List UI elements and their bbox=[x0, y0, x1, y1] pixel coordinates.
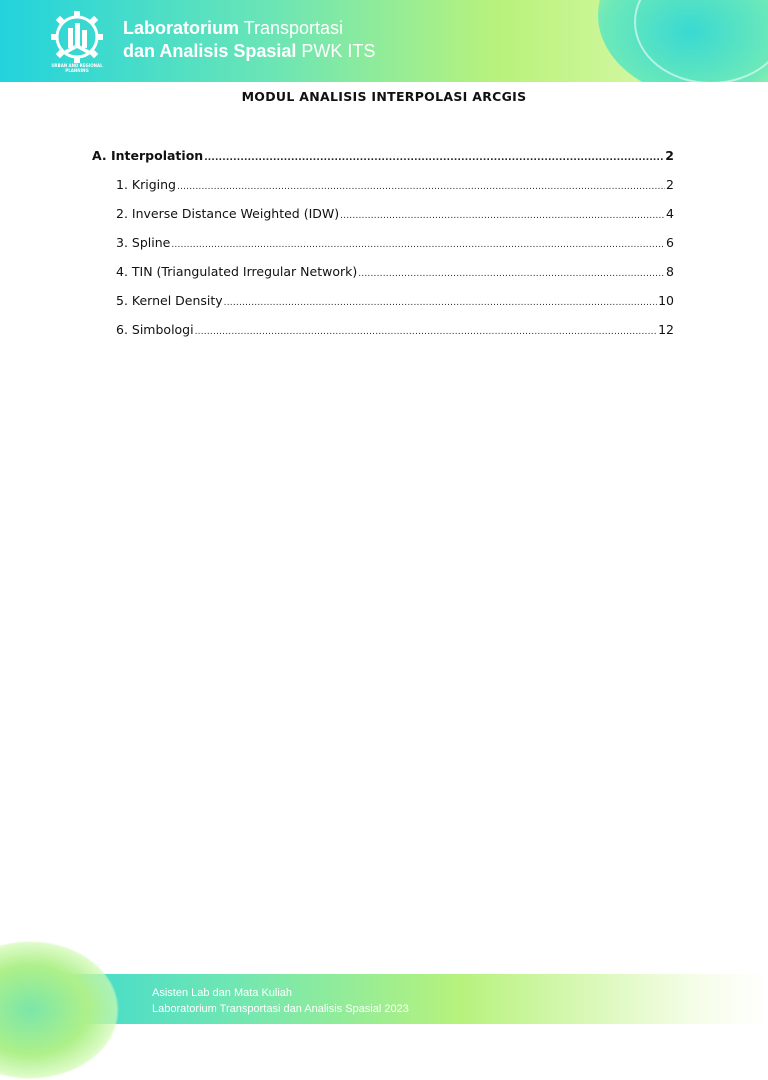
footer-line-2: Laboratorium Transportasi dan Analisis Spasial 2023 bbox=[152, 1003, 409, 1015]
header-title-line-1-light: Transportasi bbox=[239, 18, 344, 38]
toc-item-page: 8 bbox=[666, 264, 674, 279]
toc-item-kernel-density[interactable] bbox=[116, 293, 674, 308]
toc-item-label: 5. Kernel Density bbox=[116, 293, 223, 308]
document-title: MODUL ANALISIS INTERPOLASI ARCGIS bbox=[241, 89, 527, 104]
logo-caption: URBAN AND REGIONAL PLANNING bbox=[51, 63, 103, 73]
toc-item-label: 3. Spline bbox=[116, 235, 171, 250]
header-title-line-2-light: PWK ITS bbox=[296, 41, 376, 61]
toc-item-page: 6 bbox=[666, 235, 674, 250]
toc-item-simbologi[interactable] bbox=[116, 322, 674, 337]
toc-item-spline[interactable] bbox=[116, 235, 674, 250]
toc-item-page: 10 bbox=[658, 293, 674, 308]
toc-item-page: 2 bbox=[666, 177, 674, 192]
toc-leader-dots bbox=[177, 182, 665, 192]
toc-item-tin[interactable] bbox=[116, 264, 674, 279]
toc-leader-dots bbox=[358, 269, 665, 279]
toc-leader-dots bbox=[340, 211, 665, 221]
toc-leader-dots bbox=[204, 153, 664, 163]
header-title-line-2 bbox=[123, 40, 375, 63]
toc-section-page: 2 bbox=[665, 148, 674, 163]
toc-item-label: 1. Kriging bbox=[116, 177, 176, 192]
page-header bbox=[0, 0, 768, 82]
toc-item-label: 2. Inverse Distance Weighted (IDW) bbox=[116, 206, 340, 221]
toc-item-idw[interactable] bbox=[116, 206, 674, 221]
footer-line-1: Asisten Lab dan Mata Kuliah bbox=[152, 987, 293, 999]
toc-item-kriging[interactable] bbox=[116, 177, 674, 192]
toc-section-label: A. Interpolation bbox=[92, 148, 204, 163]
footer-text bbox=[152, 985, 409, 1017]
toc-item-page: 12 bbox=[658, 322, 674, 337]
toc-item-page: 4 bbox=[666, 206, 674, 221]
toc-leader-dots bbox=[195, 327, 657, 337]
toc-section-interpolation[interactable] bbox=[92, 148, 674, 163]
header-title-line-1-strong: Laboratorium bbox=[123, 18, 240, 38]
header-title-line-1 bbox=[123, 17, 375, 40]
toc-item-label: 6. Simbologi bbox=[116, 322, 194, 337]
header-title-line-2-strong: dan Analisis Spasial bbox=[123, 41, 297, 61]
header-title bbox=[123, 17, 375, 63]
toc-leader-dots bbox=[171, 240, 665, 250]
footer-decoration bbox=[0, 940, 120, 1080]
toc-item-label: 4. TIN (Triangulated Irregular Network) bbox=[116, 264, 358, 279]
toc-leader-dots bbox=[224, 298, 657, 308]
